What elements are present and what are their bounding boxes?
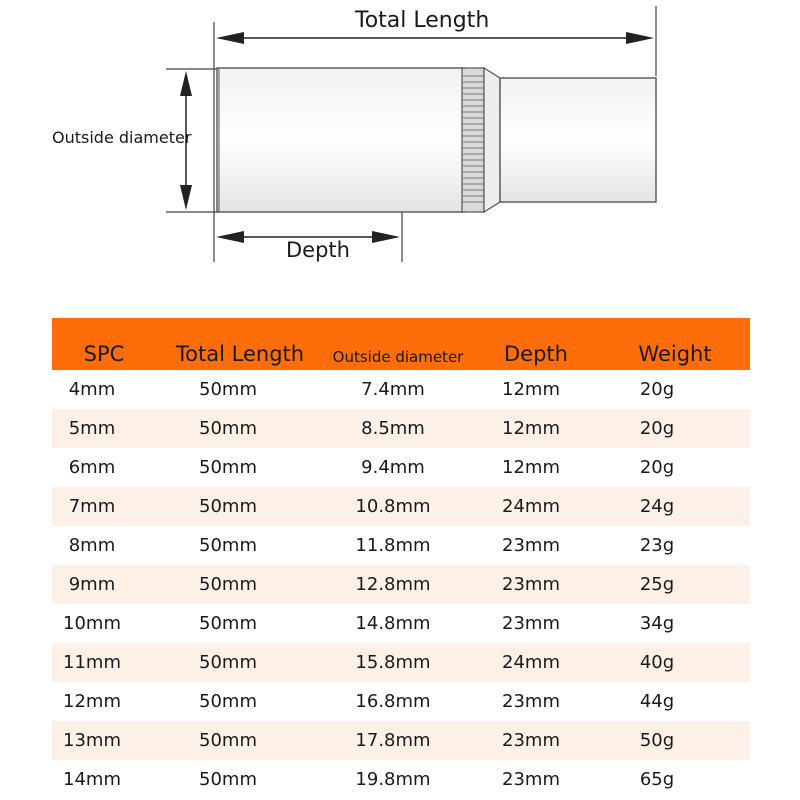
total-length-cell: 50mm	[156, 721, 324, 760]
total-length-cell: 50mm	[199, 613, 257, 634]
table-row	[52, 409, 750, 448]
total-length-cell: 50mm	[156, 487, 324, 526]
table-row	[52, 487, 750, 526]
header-total-length: Total Length	[156, 318, 324, 370]
table-row	[52, 565, 750, 604]
spc-cell: 14mm	[63, 769, 121, 790]
table-header-row	[52, 318, 750, 370]
weight-cell: 44g	[639, 691, 675, 712]
spc-cell: 8mm	[68, 535, 116, 556]
total-length-cell: 50mm	[199, 379, 257, 400]
weight-cell: 50g	[600, 721, 750, 760]
spc-cell: 6mm	[68, 457, 116, 478]
weight-cell: 40g	[600, 643, 750, 682]
total-length-cell: 50mm	[199, 769, 257, 790]
depth-cell: 23mm	[502, 613, 560, 634]
weight-cell: 24g	[600, 487, 750, 526]
table-row	[52, 760, 750, 799]
total-length-label: Total Length	[355, 8, 490, 33]
spec-table	[52, 318, 750, 799]
outside-diameter-cell: 12.8mm	[324, 565, 472, 604]
total-length-cell: 50mm	[156, 643, 324, 682]
table-row	[52, 721, 750, 760]
spc-cell: 5mm	[52, 409, 156, 448]
spc-cell: 10mm	[63, 613, 121, 634]
weight-cell: 65g	[639, 769, 675, 790]
total-length-cell: 50mm	[199, 457, 257, 478]
total-length-cell: 50mm	[156, 409, 324, 448]
spc-cell: 12mm	[63, 691, 121, 712]
weight-cell: 20g	[600, 409, 750, 448]
spc-cell: 13mm	[52, 721, 156, 760]
socket-body	[217, 68, 656, 212]
depth-label: Depth	[286, 238, 350, 262]
outside-diameter-cell: 11.8mm	[355, 535, 431, 556]
depth-cell: 12mm	[502, 457, 560, 478]
outside-diameter-cell: 19.8mm	[355, 769, 431, 790]
weight-cell: 23g	[639, 535, 675, 556]
total-length-cell: 50mm	[199, 691, 257, 712]
outside-diameter-cell: 10.8mm	[324, 487, 472, 526]
outside-diameter-cell: 14.8mm	[355, 613, 431, 634]
table-row	[52, 526, 750, 565]
outside-diameter-cell: 16.8mm	[355, 691, 431, 712]
depth-cell: 24mm	[472, 487, 600, 526]
spc-cell: 9mm	[52, 565, 156, 604]
outside-diameter-cell: 17.8mm	[324, 721, 472, 760]
outside-diameter-cell: 15.8mm	[324, 643, 472, 682]
weight-cell: 20g	[639, 379, 675, 400]
weight-cell: 20g	[639, 457, 675, 478]
total-length-cell: 50mm	[199, 535, 257, 556]
outside-diameter-label: Outside diameter	[52, 128, 192, 147]
socket-dimension-diagram	[0, 0, 800, 300]
spec-table-body	[52, 370, 750, 799]
table-row	[52, 643, 750, 682]
header-outside-diameter: Outside diameter	[324, 318, 472, 370]
depth-cell: 23mm	[502, 691, 560, 712]
spc-cell: 4mm	[68, 379, 116, 400]
total-length-arrow	[216, 32, 654, 44]
outside-diameter-cell: 8.5mm	[324, 409, 472, 448]
header-spc: SPC	[52, 318, 156, 370]
table-row	[52, 448, 750, 487]
total-length-cell: 50mm	[156, 565, 324, 604]
table-row	[52, 682, 750, 721]
header-depth: Depth	[472, 318, 600, 370]
depth-cell: 23mm	[472, 565, 600, 604]
weight-cell: 25g	[600, 565, 750, 604]
outside-diameter-cell: 9.4mm	[361, 457, 425, 478]
depth-cell: 24mm	[472, 643, 600, 682]
spc-cell: 7mm	[52, 487, 156, 526]
table-row	[52, 370, 750, 409]
outside-diameter-cell: 7.4mm	[361, 379, 425, 400]
depth-cell: 23mm	[502, 769, 560, 790]
depth-cell: 23mm	[502, 535, 560, 556]
depth-cell: 12mm	[502, 379, 560, 400]
spc-cell: 11mm	[52, 643, 156, 682]
header-weight: Weight	[600, 318, 750, 370]
table-row	[52, 604, 750, 643]
depth-cell: 12mm	[472, 409, 600, 448]
depth-cell: 23mm	[472, 721, 600, 760]
weight-cell: 34g	[639, 613, 675, 634]
